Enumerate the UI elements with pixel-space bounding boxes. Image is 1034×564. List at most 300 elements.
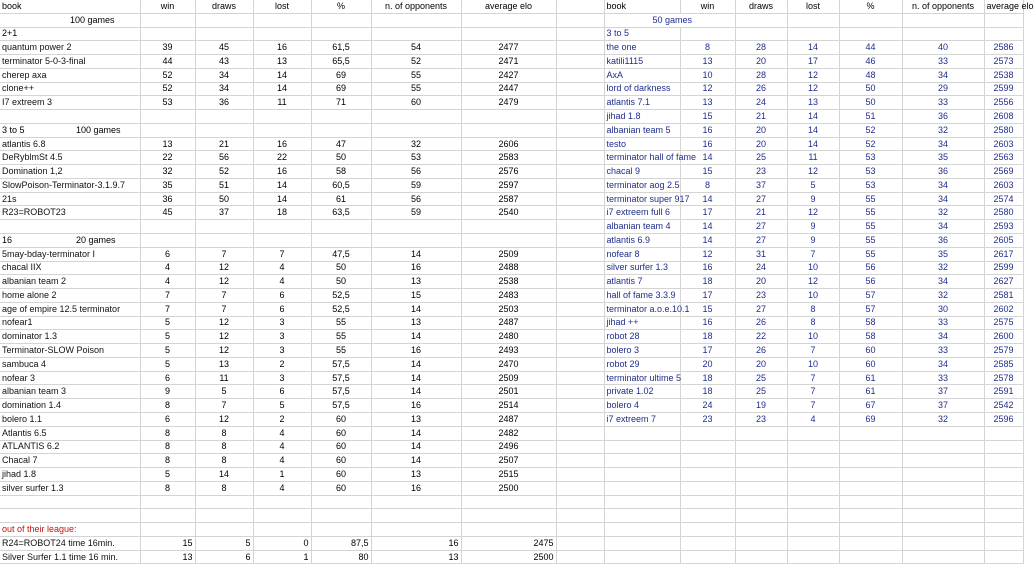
left-average-elo-cell[interactable]: 2501 [461,385,556,399]
gap-cell[interactable] [556,220,604,234]
left-win-cell[interactable]: 15 [140,536,195,550]
right-empty-cell[interactable] [902,426,984,440]
left-book-name-cell[interactable]: sambuca 4 [0,357,140,371]
right-empty-cell[interactable] [839,454,902,468]
right-empty-cell[interactable] [902,509,984,523]
left-percent-cell[interactable]: 60 [311,426,371,440]
left-lost-cell[interactable]: 4 [253,481,311,495]
right-empty-cell[interactable] [787,536,839,550]
left-draws-cell[interactable]: 50 [195,192,253,206]
left-empty-cell[interactable] [253,27,311,41]
right-opponents-cell[interactable]: 29 [902,82,984,96]
left-percent-cell[interactable]: 69 [311,82,371,96]
left-book-name-cell[interactable]: Terminator-SLOW Poison [0,344,140,358]
left-header-average-elo[interactable]: average elo [461,0,556,13]
right-lost-cell[interactable]: 9 [787,220,839,234]
gap-cell[interactable] [556,110,604,124]
left-empty-cell[interactable] [311,495,371,509]
left-opponents-cell[interactable]: 16 [371,536,461,550]
right-average-elo-cell[interactable]: 2603 [984,178,1023,192]
right-empty-cell[interactable] [902,454,984,468]
right-empty-cell[interactable] [735,495,787,509]
right-win-cell[interactable]: 17 [680,344,735,358]
right-win-cell[interactable]: 18 [680,330,735,344]
right-draws-cell[interactable]: 27 [735,302,787,316]
left-opponents-cell[interactable]: 14 [371,330,461,344]
left-lost-cell[interactable]: 14 [253,178,311,192]
left-average-elo-cell[interactable]: 2479 [461,96,556,110]
right-book-name-cell[interactable]: bolero 4 [604,399,680,413]
right-empty-cell[interactable] [680,536,735,550]
left-lost-cell[interactable]: 13 [253,55,311,69]
right-header-percent[interactable]: % [839,0,902,13]
right-opponents-cell[interactable]: 32 [902,289,984,303]
right-average-elo-cell[interactable]: 2580 [984,206,1023,220]
right-book-name-cell[interactable]: terminator a.o.e.10.1 [604,302,680,316]
right-win-cell[interactable]: 18 [680,371,735,385]
left-empty-cell[interactable] [195,509,253,523]
right-opponents-cell[interactable]: 34 [902,357,984,371]
left-win-cell[interactable]: 53 [140,96,195,110]
left-win-cell[interactable]: 52 [140,68,195,82]
right-book-name-cell[interactable]: silver surfer 1.3 [604,261,680,275]
left-win-cell[interactable]: 32 [140,165,195,179]
right-lost-cell[interactable]: 9 [787,234,839,248]
right-draws-cell[interactable]: 22 [735,330,787,344]
right-percent-cell[interactable]: 53 [839,151,902,165]
left-draws-cell[interactable]: 7 [195,247,253,261]
left-win-cell[interactable]: 5 [140,468,195,482]
left-lost-cell[interactable]: 16 [253,137,311,151]
left-win-cell[interactable]: 8 [140,481,195,495]
right-opponents-cell[interactable]: 34 [902,192,984,206]
right-lost-cell[interactable]: 14 [787,137,839,151]
right-lost-cell[interactable]: 4 [787,412,839,426]
left-win-cell[interactable]: 8 [140,426,195,440]
right-empty-cell[interactable] [787,468,839,482]
right-book-name-cell[interactable]: lord of darkness [604,82,680,96]
left-empty-cell[interactable] [195,495,253,509]
gap-cell[interactable] [556,550,604,564]
right-book-name-cell[interactable]: AxA [604,68,680,82]
right-book-name-cell[interactable]: private 1.02 [604,385,680,399]
right-opponents-cell[interactable]: 35 [902,247,984,261]
left-empty-cell[interactable] [371,220,461,234]
right-lost-cell[interactable]: 10 [787,330,839,344]
right-win-cell[interactable]: 14 [680,192,735,206]
right-empty-cell[interactable] [902,440,984,454]
right-empty-cell[interactable] [984,454,1023,468]
right-empty-cell[interactable] [984,523,1023,537]
left-opponents-cell[interactable]: 14 [371,371,461,385]
gap-cell[interactable] [556,151,604,165]
left-percent-cell[interactable]: 61 [311,192,371,206]
left-average-elo-cell[interactable]: 2475 [461,536,556,550]
left-title[interactable]: 100 games [0,13,140,27]
right-book-name-cell[interactable]: atlantis 7 [604,275,680,289]
right-empty-cell[interactable] [839,440,902,454]
right-win-cell[interactable]: 14 [680,220,735,234]
right-empty-cell[interactable] [680,468,735,482]
right-book-name-cell[interactable]: albanian team 5 [604,123,680,137]
left-draws-cell[interactable]: 12 [195,330,253,344]
right-lost-cell[interactable]: 8 [787,316,839,330]
right-empty-cell[interactable] [839,481,902,495]
left-win-cell[interactable]: 44 [140,55,195,69]
right-win-cell[interactable]: 13 [680,55,735,69]
left-average-elo-cell[interactable]: 2587 [461,192,556,206]
right-win-cell[interactable]: 23 [680,412,735,426]
left-average-elo-cell[interactable]: 2488 [461,261,556,275]
right-draws-cell[interactable]: 28 [735,68,787,82]
right-percent-cell[interactable]: 60 [839,344,902,358]
left-draws-cell[interactable]: 13 [195,357,253,371]
left-empty-cell[interactable] [371,13,461,27]
left-lost-cell[interactable]: 3 [253,330,311,344]
left-opponents-cell[interactable]: 13 [371,468,461,482]
right-empty-cell[interactable] [787,440,839,454]
right-percent-cell[interactable]: 67 [839,399,902,413]
right-opponents-cell[interactable]: 40 [902,41,984,55]
left-book-name-cell[interactable]: atlantis 6.8 [0,137,140,151]
right-percent-cell[interactable]: 55 [839,192,902,206]
right-book-name-cell[interactable]: terminator hall of fame [604,151,680,165]
left-draws-cell[interactable]: 12 [195,261,253,275]
left-win-cell[interactable]: 4 [140,261,195,275]
right-average-elo-cell[interactable]: 2602 [984,302,1023,316]
right-win-cell[interactable]: 16 [680,123,735,137]
left-win-cell[interactable]: 7 [140,289,195,303]
left-draws-cell[interactable]: 8 [195,440,253,454]
left-empty-cell[interactable] [253,234,311,248]
left-average-elo-cell[interactable]: 2597 [461,178,556,192]
right-percent-cell[interactable]: 55 [839,206,902,220]
right-opponents-cell[interactable]: 33 [902,371,984,385]
right-book-name-cell[interactable]: jihad 1.8 [604,110,680,124]
right-empty-cell[interactable] [787,550,839,564]
right-average-elo-cell[interactable]: 2574 [984,192,1023,206]
left-book-name-cell[interactable]: R24=ROBOT24 time 16min. [0,536,140,550]
right-empty-cell[interactable] [839,13,902,27]
left-lost-cell[interactable]: 0 [253,536,311,550]
left-empty-cell[interactable] [140,27,195,41]
left-draws-cell[interactable]: 12 [195,412,253,426]
right-draws-cell[interactable]: 20 [735,55,787,69]
right-empty-cell[interactable] [604,426,680,440]
left-average-elo-cell[interactable]: 2515 [461,468,556,482]
left-empty-cell[interactable] [253,220,311,234]
right-win-cell[interactable]: 13 [680,96,735,110]
gap-cell[interactable] [556,468,604,482]
right-draws-cell[interactable]: 28 [735,41,787,55]
left-book-name-cell[interactable]: Domination 1,2 [0,165,140,179]
left-lost-cell[interactable]: 4 [253,275,311,289]
left-section-label[interactable]: 3 to 5 100 games [0,123,140,137]
right-percent-cell[interactable]: 46 [839,55,902,69]
left-draws-cell[interactable]: 21 [195,137,253,151]
right-empty-cell[interactable] [735,468,787,482]
left-book-name-cell[interactable]: domination 1.4 [0,399,140,413]
right-draws-cell[interactable]: 25 [735,151,787,165]
right-empty-cell[interactable] [839,523,902,537]
right-draws-cell[interactable]: 26 [735,344,787,358]
left-league-label[interactable]: out of their league: [0,523,140,537]
right-lost-cell[interactable]: 12 [787,68,839,82]
right-average-elo-cell[interactable]: 2596 [984,412,1023,426]
left-empty-cell[interactable] [311,234,371,248]
left-lost-cell[interactable]: 16 [253,41,311,55]
left-book-name-cell[interactable]: nofear 3 [0,371,140,385]
left-win-cell[interactable]: 6 [140,371,195,385]
left-average-elo-cell[interactable]: 2606 [461,137,556,151]
gap-cell[interactable] [556,412,604,426]
right-empty-cell[interactable] [839,495,902,509]
left-win-cell[interactable]: 5 [140,316,195,330]
right-book-name-cell[interactable]: hall of fame 3.3.9 [604,289,680,303]
left-empty-cell[interactable] [311,27,371,41]
left-empty-cell[interactable] [140,509,195,523]
right-average-elo-cell[interactable]: 2563 [984,151,1023,165]
gap-cell[interactable] [556,82,604,96]
left-empty-cell[interactable] [371,523,461,537]
gap-cell[interactable] [556,357,604,371]
left-percent-cell[interactable]: 55 [311,316,371,330]
left-book-name-cell[interactable]: 21s [0,192,140,206]
left-lost-cell[interactable]: 14 [253,192,311,206]
right-empty-cell[interactable] [604,440,680,454]
left-average-elo-cell[interactable]: 2480 [461,330,556,344]
left-empty-cell[interactable] [195,523,253,537]
right-empty-cell[interactable] [984,550,1023,564]
left-draws-cell[interactable]: 8 [195,454,253,468]
left-draws-cell[interactable]: 36 [195,96,253,110]
right-average-elo-cell[interactable]: 2599 [984,82,1023,96]
left-win-cell[interactable]: 5 [140,344,195,358]
right-empty-cell[interactable] [735,13,787,27]
left-draws-cell[interactable]: 43 [195,55,253,69]
left-opponents-cell[interactable]: 16 [371,481,461,495]
right-draws-cell[interactable]: 37 [735,178,787,192]
right-empty-cell[interactable] [735,454,787,468]
right-book-name-cell[interactable]: katili1115 [604,55,680,69]
right-book-name-cell[interactable]: testo [604,137,680,151]
right-empty-cell[interactable] [735,440,787,454]
right-empty-cell[interactable] [680,495,735,509]
left-draws-cell[interactable]: 7 [195,399,253,413]
left-win-cell[interactable]: 36 [140,192,195,206]
right-average-elo-cell[interactable]: 2600 [984,330,1023,344]
left-book-name-cell[interactable]: albanian team 2 [0,275,140,289]
right-percent-cell[interactable]: 57 [839,302,902,316]
left-lost-cell[interactable]: 6 [253,289,311,303]
left-empty-cell[interactable] [311,123,371,137]
left-percent-cell[interactable]: 60 [311,454,371,468]
right-lost-cell[interactable]: 10 [787,261,839,275]
left-opponents-cell[interactable]: 59 [371,178,461,192]
right-opponents-cell[interactable]: 32 [902,123,984,137]
left-lost-cell[interactable]: 6 [253,302,311,316]
right-win-cell[interactable]: 8 [680,41,735,55]
left-empty-cell[interactable] [140,220,195,234]
left-empty-cell[interactable] [371,27,461,41]
right-empty-cell[interactable] [984,426,1023,440]
left-average-elo-cell[interactable]: 2427 [461,68,556,82]
right-draws-cell[interactable]: 27 [735,234,787,248]
right-empty-cell[interactable] [680,523,735,537]
gap-cell[interactable] [556,385,604,399]
left-lost-cell[interactable]: 3 [253,316,311,330]
right-win-cell[interactable]: 16 [680,137,735,151]
right-empty-cell[interactable] [984,468,1023,482]
gap-cell[interactable] [556,316,604,330]
right-lost-cell[interactable]: 7 [787,344,839,358]
right-opponents-cell[interactable]: 37 [902,399,984,413]
left-book-name-cell[interactable]: 5may-bday-terminator I [0,247,140,261]
right-book-name-cell[interactable]: albanian team 4 [604,220,680,234]
left-win-cell[interactable]: 35 [140,178,195,192]
gap-cell[interactable] [556,123,604,137]
left-percent-cell[interactable]: 50 [311,261,371,275]
right-empty-cell[interactable] [839,426,902,440]
left-empty-cell[interactable] [195,234,253,248]
gap-cell[interactable] [556,247,604,261]
gap-cell[interactable] [556,0,604,13]
right-book-name-cell[interactable]: terminator ultime 5 [604,371,680,385]
right-percent-cell[interactable]: 44 [839,41,902,55]
left-book-name-cell[interactable]: home alone 2 [0,289,140,303]
left-average-elo-cell[interactable]: 2538 [461,275,556,289]
left-average-elo-cell[interactable]: 2583 [461,151,556,165]
right-book-name-cell[interactable]: atlantis 6.9 [604,234,680,248]
right-empty-cell[interactable] [787,27,839,41]
left-book-name-cell[interactable]: Chacal 7 [0,454,140,468]
right-empty-cell[interactable] [839,550,902,564]
right-header-opponents[interactable]: n. of opponents [902,0,984,13]
left-lost-cell[interactable]: 2 [253,412,311,426]
right-draws-cell[interactable]: 25 [735,371,787,385]
right-book-name-cell[interactable]: robot 29 [604,357,680,371]
right-lost-cell[interactable]: 5 [787,178,839,192]
left-lost-cell[interactable]: 5 [253,399,311,413]
right-average-elo-cell[interactable]: 2579 [984,344,1023,358]
left-opponents-cell[interactable]: 13 [371,412,461,426]
right-empty-cell[interactable] [604,495,680,509]
left-empty-cell[interactable] [371,495,461,509]
right-book-name-cell[interactable]: nofear 8 [604,247,680,261]
right-win-cell[interactable]: 16 [680,316,735,330]
right-lost-cell[interactable]: 10 [787,289,839,303]
right-lost-cell[interactable]: 14 [787,41,839,55]
left-average-elo-cell[interactable]: 2503 [461,302,556,316]
right-average-elo-cell[interactable]: 2575 [984,316,1023,330]
gap-cell[interactable] [556,344,604,358]
right-section-label[interactable]: 3 to 5 [604,27,680,41]
left-percent-cell[interactable]: 47,5 [311,247,371,261]
left-empty-cell[interactable] [311,13,371,27]
left-opponents-cell[interactable]: 13 [371,550,461,564]
right-empty-cell[interactable] [984,536,1023,550]
gap-cell[interactable] [556,523,604,537]
right-lost-cell[interactable]: 11 [787,151,839,165]
right-empty-cell[interactable] [735,523,787,537]
right-average-elo-cell[interactable]: 2538 [984,68,1023,82]
gap-cell[interactable] [556,234,604,248]
left-opponents-cell[interactable]: 52 [371,55,461,69]
right-empty-cell[interactable] [680,550,735,564]
right-empty-cell[interactable] [735,550,787,564]
left-percent-cell[interactable]: 57,5 [311,399,371,413]
left-win-cell[interactable]: 7 [140,302,195,316]
right-empty-cell[interactable] [787,426,839,440]
left-win-cell[interactable]: 13 [140,550,195,564]
left-opponents-cell[interactable]: 16 [371,344,461,358]
right-header-lost[interactable]: lost [787,0,839,13]
left-average-elo-cell[interactable]: 2509 [461,247,556,261]
left-opponents-cell[interactable]: 14 [371,426,461,440]
right-lost-cell[interactable]: 14 [787,123,839,137]
right-percent-cell[interactable]: 51 [839,110,902,124]
left-win-cell[interactable]: 52 [140,82,195,96]
left-empty-cell[interactable] [195,13,253,27]
left-average-elo-cell[interactable]: 2500 [461,481,556,495]
right-win-cell[interactable]: 18 [680,385,735,399]
left-section-label[interactable]: 16 20 games [0,234,140,248]
right-draws-cell[interactable]: 20 [735,357,787,371]
right-lost-cell[interactable]: 12 [787,165,839,179]
right-percent-cell[interactable]: 52 [839,137,902,151]
right-opponents-cell[interactable]: 37 [902,385,984,399]
gap-cell[interactable] [556,426,604,440]
right-opponents-cell[interactable]: 36 [902,165,984,179]
left-average-elo-cell[interactable]: 2493 [461,344,556,358]
left-empty-cell[interactable] [195,123,253,137]
right-win-cell[interactable]: 24 [680,399,735,413]
left-empty-cell[interactable] [0,509,140,523]
right-opponents-cell[interactable]: 33 [902,55,984,69]
left-empty-cell[interactable] [140,234,195,248]
left-lost-cell[interactable]: 4 [253,440,311,454]
gap-cell[interactable] [556,509,604,523]
left-header-opponents[interactable]: n. of opponents [371,0,461,13]
left-draws-cell[interactable]: 14 [195,468,253,482]
left-draws-cell[interactable]: 8 [195,481,253,495]
left-empty-cell[interactable] [0,110,140,124]
left-win-cell[interactable]: 8 [140,440,195,454]
right-title[interactable]: 50 games [604,13,735,27]
right-empty-cell[interactable] [902,27,984,41]
right-win-cell[interactable]: 10 [680,68,735,82]
left-opponents-cell[interactable]: 13 [371,275,461,289]
right-draws-cell[interactable]: 25 [735,385,787,399]
gap-cell[interactable] [556,27,604,41]
left-win-cell[interactable]: 4 [140,275,195,289]
left-draws-cell[interactable]: 45 [195,41,253,55]
left-header-win[interactable]: win [140,0,195,13]
left-opponents-cell[interactable]: 15 [371,289,461,303]
right-win-cell[interactable]: 14 [680,234,735,248]
right-average-elo-cell[interactable]: 2581 [984,289,1023,303]
right-opponents-cell[interactable]: 33 [902,316,984,330]
right-average-elo-cell[interactable]: 2599 [984,261,1023,275]
gap-cell[interactable] [556,371,604,385]
right-empty-cell[interactable] [839,27,902,41]
left-lost-cell[interactable]: 22 [253,151,311,165]
right-percent-cell[interactable]: 56 [839,275,902,289]
left-opponents-cell[interactable]: 55 [371,82,461,96]
right-empty-cell[interactable] [787,509,839,523]
gap-cell[interactable] [556,13,604,27]
left-lost-cell[interactable]: 14 [253,82,311,96]
